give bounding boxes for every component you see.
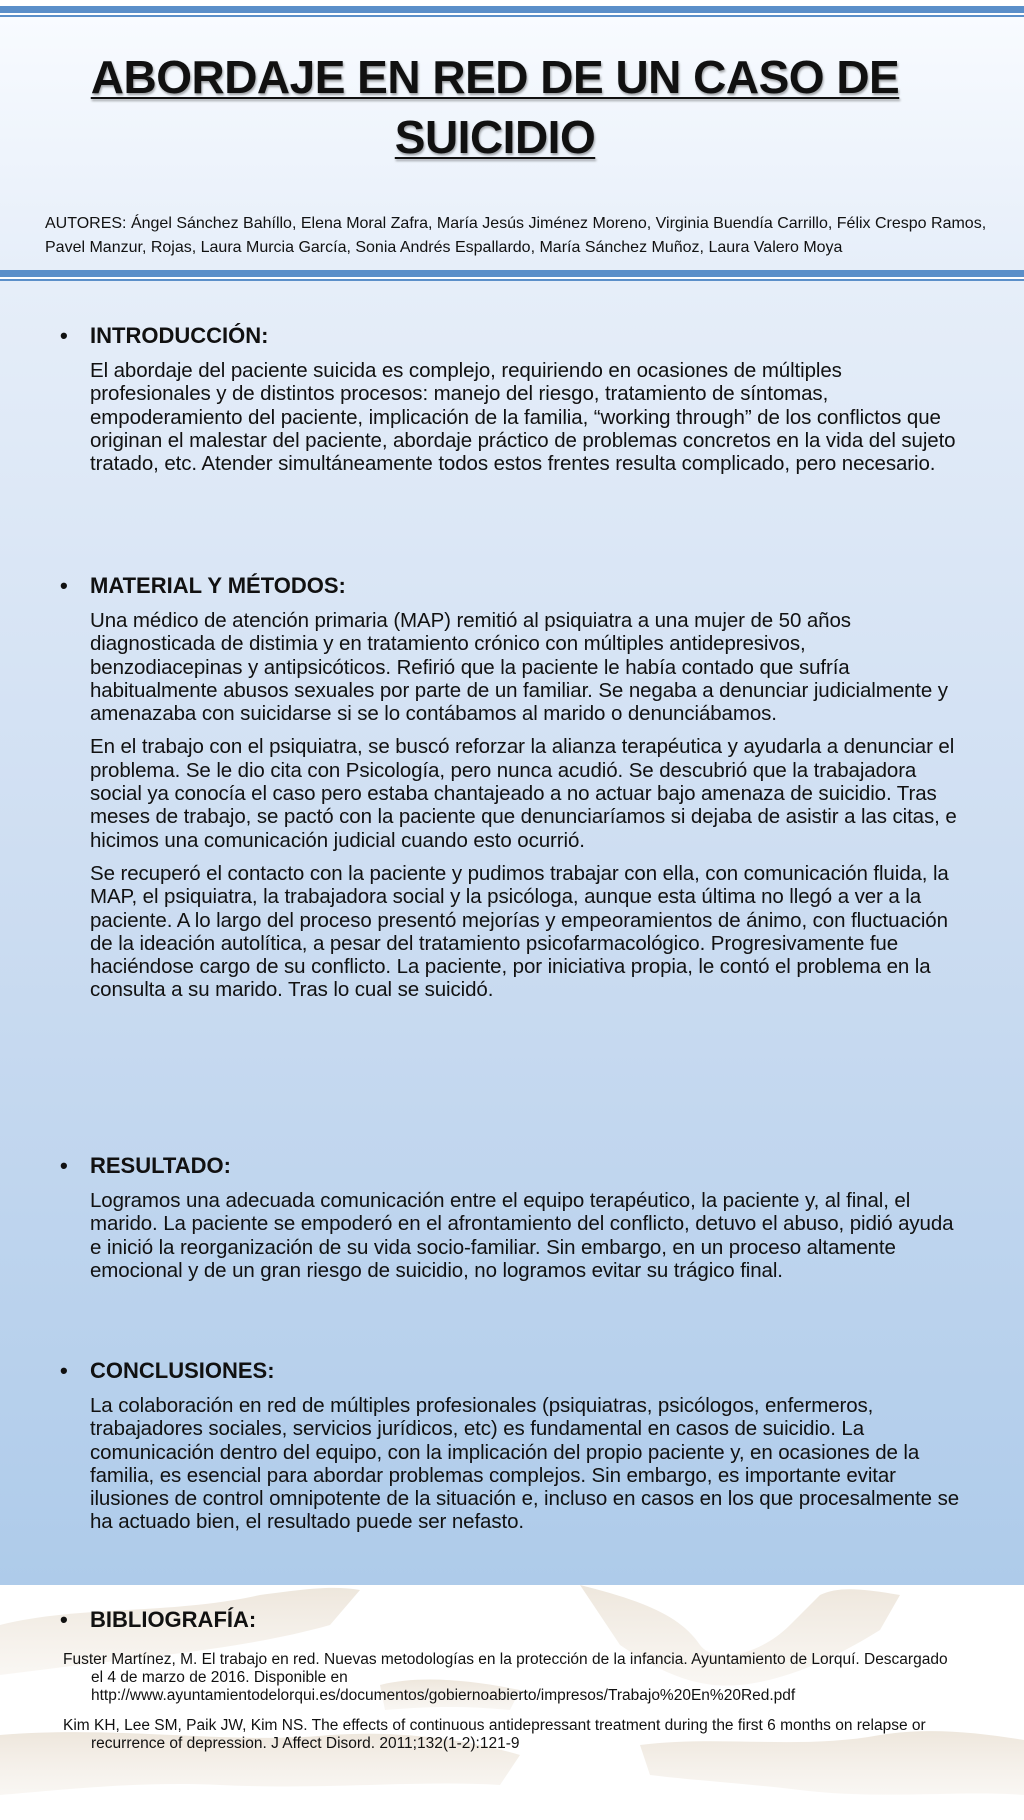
bullet-icon: • [60, 1153, 68, 1178]
bullet-icon: • [60, 323, 68, 348]
paragraph: Una médico de atención primaria (MAP) remitió al psiquiatra a una mujer de 50 años diagnosticada de distimia y en tratamiento crónico con múltiples antidepresivos, benzodiacepinas y antipsicóticos. Refirió que la paciente le había contado que sufría habitualmente abusos sexuales por parte de un familiar. Se negaba a denunciar judicialmente y amenazaba con suicidarse si se lo contábamos al marido o denunciábamos. [90, 609, 948, 726]
heading-text: RESULTADO: [90, 1153, 231, 1178]
section-heading-bibliografia [60, 1605, 960, 1635]
section-conclusiones [60, 1356, 960, 1534]
header-divider-stripe [0, 270, 1024, 277]
section-material-metodos [60, 571, 960, 1002]
heading-text: INTRODUCCIÓN: [90, 323, 269, 348]
body-panel [0, 281, 1024, 1585]
poster-header [0, 17, 1024, 270]
reference-item: Kim KH, Lee SM, Paik JW, Kim NS. The effects of continuous antidepressant treatment during the first 6 months on relapse or recurrence of depression. J Affect Disord. 2011;132(1-2):121-9 [63, 1717, 926, 1752]
section-heading-material-metodos [60, 571, 960, 601]
paragraph: El abordaje del paciente suicida es complejo, requiriendo en ocasiones de múltiples profesionales y de distintos procesos: manejo del riesgo, tratamiento de síntomas, empoderamiento del paciente, implicación de la familia, “working through” de los conflictos que originan el malestar del paciente, abordaje práctico de problemas concretos en la vida del sujeto tratado, etc. Atender simultáneamente todos estos frentes resulta complicado, pero necesario. [90, 359, 956, 476]
section-heading-conclusiones [60, 1356, 960, 1386]
top-decorative-stripe [0, 6, 1024, 13]
section-bibliografia [60, 1605, 960, 1753]
section-heading-resultado [60, 1151, 960, 1181]
section-heading-introduccion [60, 321, 960, 351]
authors-line: AUTORES: Ángel Sánchez Bahíllo, Elena Moral Zafra, María Jesús Jiménez Moreno, Virginia Buendía Carrillo, Félix Crespo Ramos, Pavel Manzur, Rojas, Laura Murcia García, Sonia Andrés Espallardo, María Sánchez Muñoz, Laura Valero Moya [45, 215, 987, 256]
heading-text: CONCLUSIONES: [90, 1358, 275, 1383]
paragraph: Logramos una adecuada comunicación entre el equipo terapéutico, la paciente y, al final, el marido. La paciente se empoderó en el afrontamiento del conflicto, detuvo el abuso, pidió ayuda e inició la reorganización de su vida socio-familiar. Sin embargo, en un proceso altamente emocional y de un gran riesgo de suicidio, no logramos evitar su trágico final. [90, 1189, 954, 1282]
poster-title: ABORDAJE EN RED DE UN CASO DE SUICIDIO [90, 51, 900, 163]
bullet-icon: • [60, 1607, 68, 1632]
paragraph: En el trabajo con el psiquiatra, se buscó reforzar la alianza terapéutica y ayudarla a denunciar el problema. Se le dio cita con Psicología, pero nunca acudió. Se descubrió que la trabajadora social ya conocía el caso pero estaba chantajeado a no actuar bajo amenaza de suicidio. Tras meses de trabajo, se pactó con la paciente que denunciaríamos si dejaba de asistir a las citas, e hicimos una comunicación judicial cuando esto ocurrió. [90, 735, 957, 852]
section-introduccion [60, 321, 960, 475]
heading-text: MATERIAL Y MÉTODOS: [90, 573, 346, 598]
bullet-icon: • [60, 1358, 68, 1383]
bullet-icon: • [60, 573, 68, 598]
heading-text: BIBLIOGRAFÍA: [90, 1607, 257, 1632]
bibliography-area [0, 1585, 1024, 1820]
paragraph: Se recuperó el contacto con la paciente y pudimos trabajar con ella, con comunicación fluida, la MAP, el psiquiatra, la trabajadora social y la psicóloga, aunque esta última no llegó a ver a la paciente. A lo largo del proceso presentó mejorías y empeoramientos de ánimo, con fluctuación de la ideación autolítica, a pesar del tratamiento psicofarmacológico. Progresivamente fue haciéndose cargo de su conflicto. La paciente, por iniciativa propia, le contó el problema en la consulta a su marido. Tras lo cual se suicidó. [90, 861, 949, 1002]
reference-list [60, 1651, 960, 1753]
paragraph: La colaboración en red de múltiples profesionales (psiquiatras, psicólogos, enfermeros, trabajadores sociales, servicios jurídicos, etc) es fundamental en casos de suicidio. La comunicación dentro del equipo, con la implicación del propio paciente y, en ocasiones de la familia, es esencial para abordar problemas complejos. Sin embargo, es importante evitar ilusiones de control omnipotente de la situación e, incluso en casos en los que procesalmente se ha actuado bien, el resultado puede ser nefasto. [90, 1394, 960, 1534]
reference-item: Fuster Martínez, M. El trabajo en red. Nuevas metodologías en la protección de la infancia. Ayuntamiento de Lorquí. Descargado el 4 de marzo de 2016. Disponible en http://www.ayuntamientodelorqui.es/documentos/gobiernoabierto/impresos/Trabajo%20En%20Red.pdf [63, 1651, 948, 1704]
section-resultado [60, 1151, 960, 1282]
